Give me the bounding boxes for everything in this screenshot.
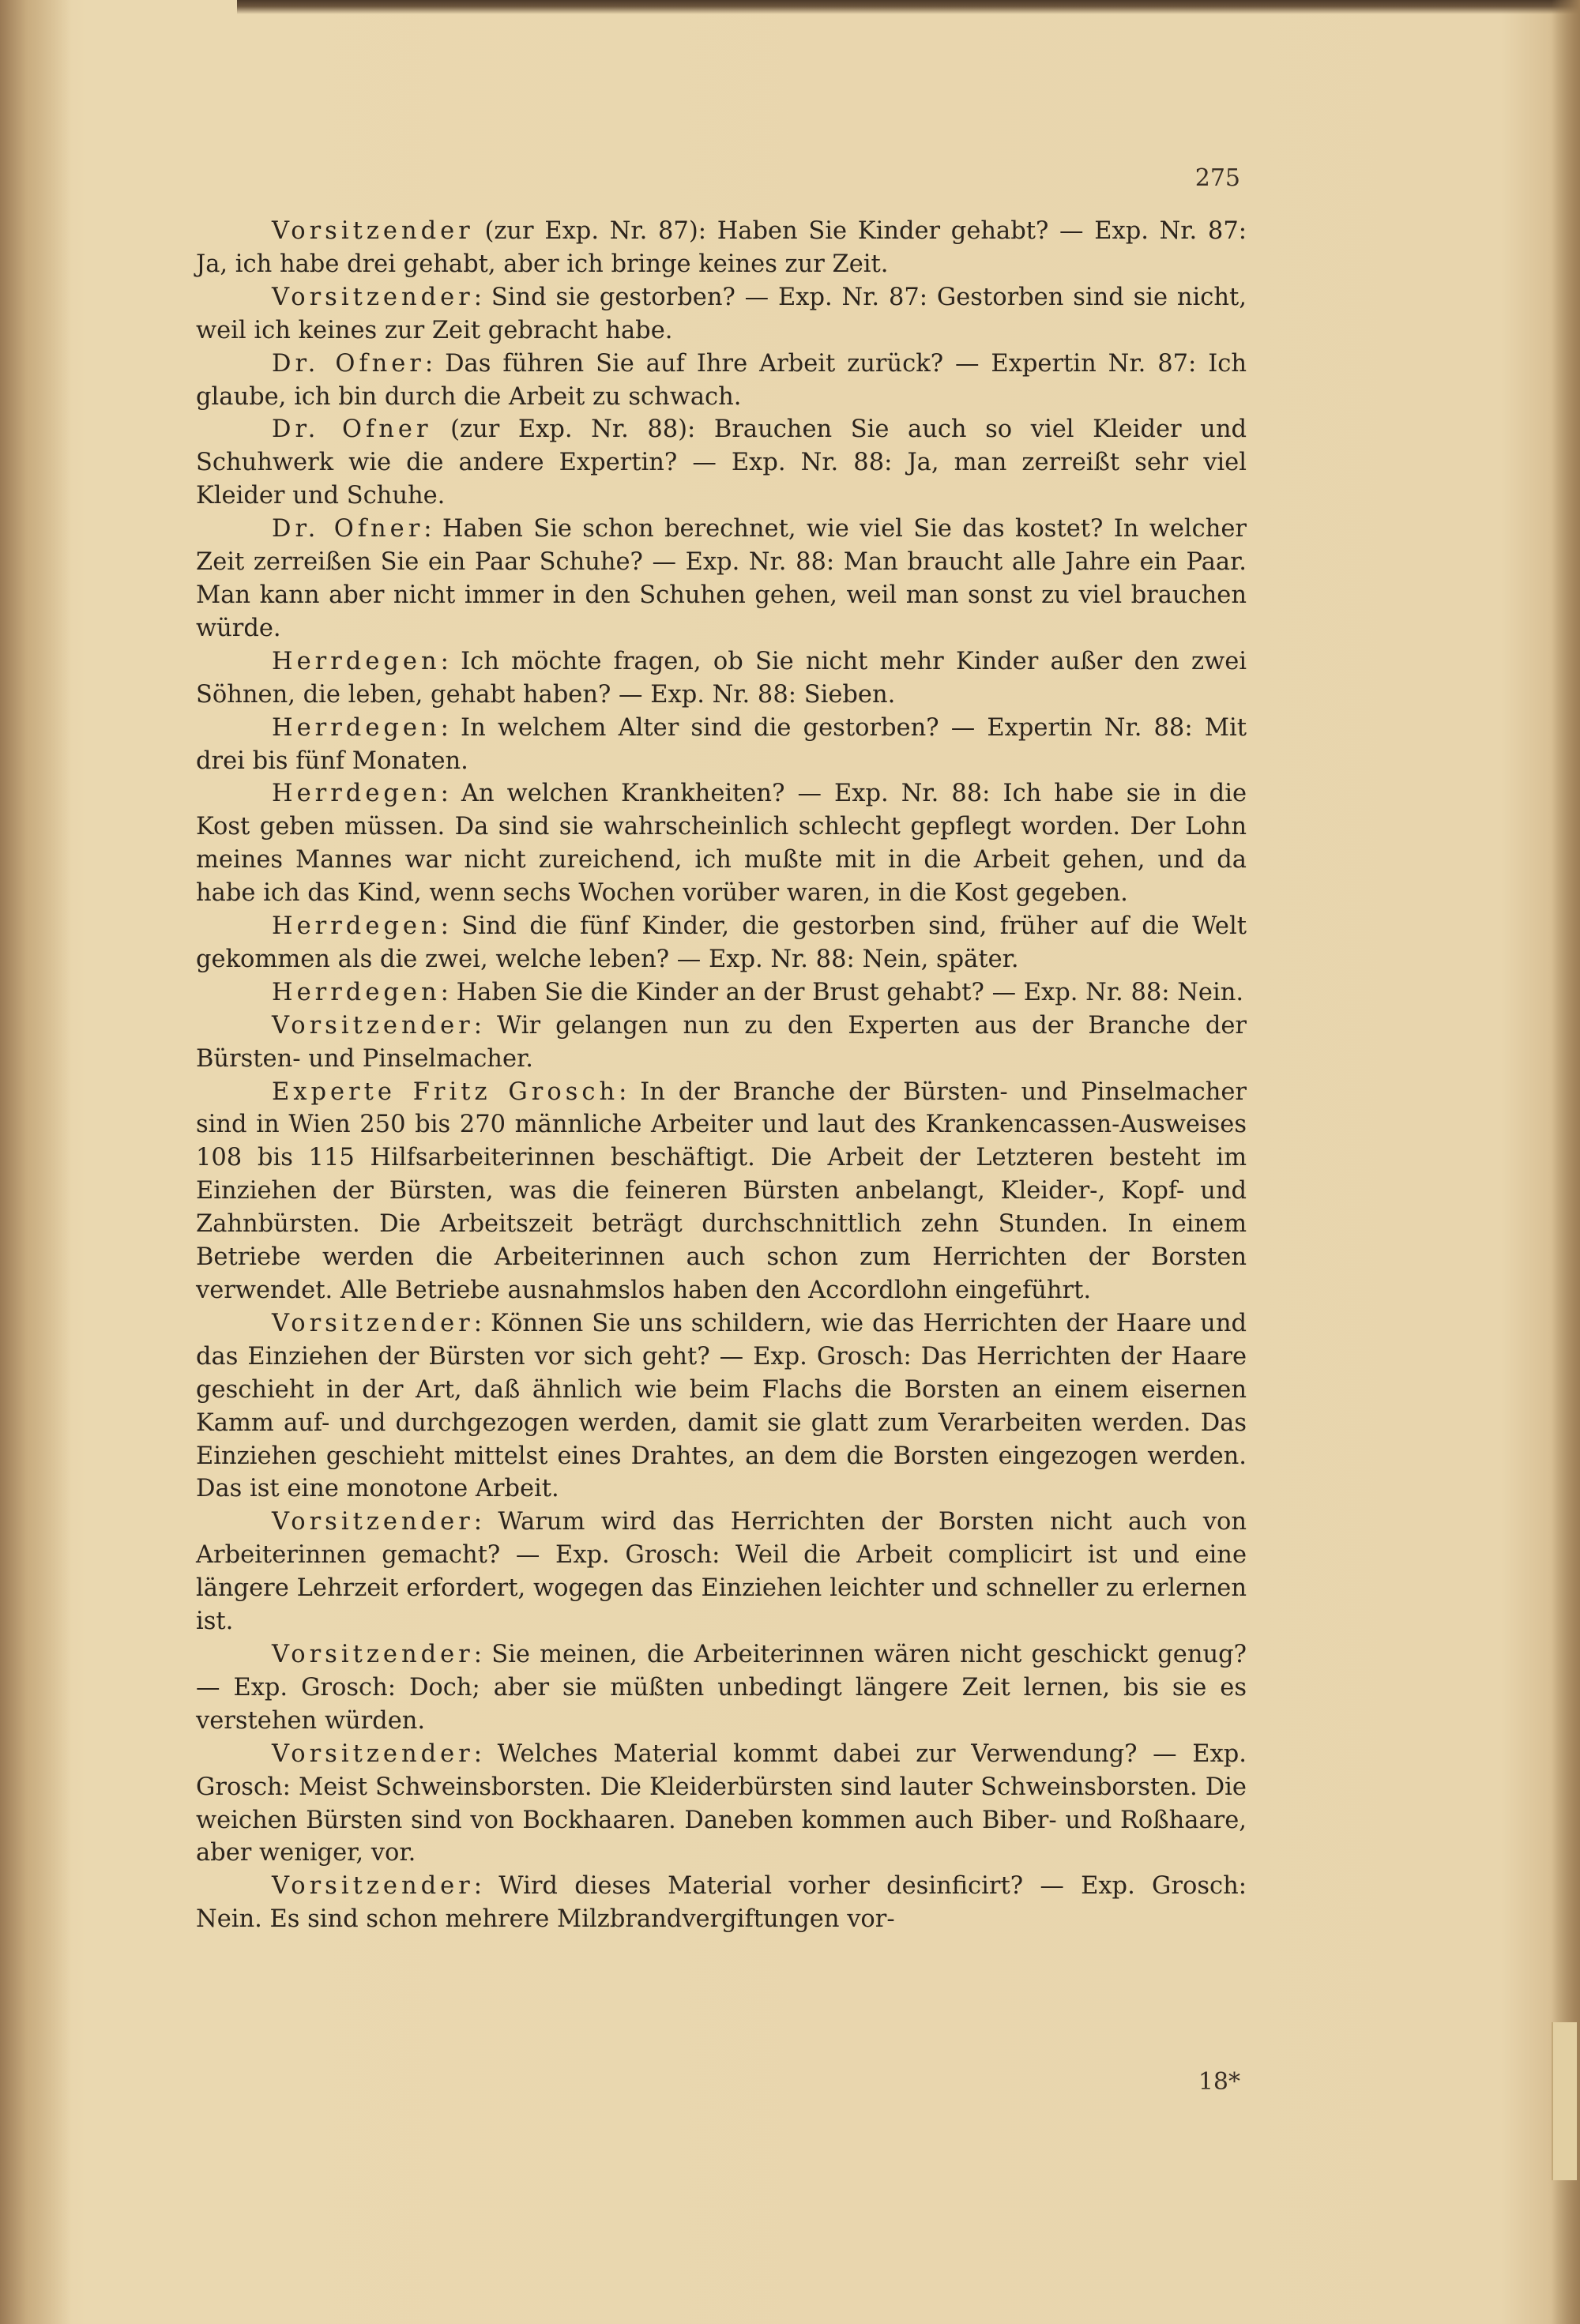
transcript-paragraph: [196, 1870, 1247, 1936]
paragraph-text: : Ich möchte fragen, ob Sie nicht mehr Kinder außer den zwei Söhnen, die leben, gehabt haben? — Exp. Nr. 88: Sieben.: [196, 647, 1247, 709]
paragraph-text: : Welches Material kommt dabei zur Verwendung? — Exp. Grosch: Meist Schweinsborsten. Die Kleiderbürsten sind lauter Schweinsborsten. Die weichen Bürsten sind von Bockhaaren. Daneben kommen auch Biber- und Roßhaare, aber weniger, vor.: [196, 1739, 1247, 1867]
transcript-paragraph: [196, 348, 1247, 414]
speaker-name: Herrdegen: [272, 978, 441, 1006]
binding-gutter: [0, 0, 71, 2324]
paragraph-text: : Haben Sie schon berechnet, wie viel Sie das kostet? In welcher Zeit zerreißen Sie ein Paar Schuhe? — Exp. Nr. 88: Man braucht alle Jahre ein Paar. Man kann aber nicht immer in den Schuhen gehen, weil man sonst zu viel brauchen würde.: [196, 515, 1247, 642]
speaker-name: Vorsitzender: [272, 1640, 474, 1668]
transcript-paragraph: [196, 1738, 1247, 1871]
paragraph-text: : Haben Sie die Kinder an der Brust gehabt? — Exp. Nr. 88: Nein.: [440, 978, 1244, 1006]
speaker-name: Experte Fritz Grosch: [272, 1077, 619, 1106]
transcript-paragraph: [196, 215, 1247, 281]
transcript-paragraph: [196, 712, 1247, 778]
speaker-name: Vorsitzender: [272, 217, 474, 245]
speaker-name: Herrdegen: [272, 912, 441, 941]
paragraph-text: : Sie meinen, die Arbeiterinnen wären nicht geschickt genug? — Exp. Grosch: Doch; aber sie müßten unbedingt längere Zeit lernen, bis sie es verstehen würden.: [196, 1640, 1247, 1735]
speaker-name: Vorsitzender: [272, 283, 474, 311]
speaker-name: Herrdegen: [272, 713, 441, 742]
speaker-name: Vorsitzender: [272, 1309, 474, 1337]
paragraph-text: : Sind die fünf Kinder, die gestorben sind, früher auf die Welt gekommen als die zwei, welche leben? — Exp. Nr. 88: Nein, später.: [196, 912, 1247, 973]
speaker-name: Dr. Ofner: [272, 349, 425, 378]
speaker-name: Herrdegen: [272, 780, 441, 808]
paragraph-text: : Das führen Sie auf Ihre Arbeit zurück? — Expertin Nr. 87: Ich glaube, ich bin durch die Arbeit zu schwach.: [196, 349, 1247, 411]
speaker-name: Vorsitzender: [272, 1508, 474, 1536]
transcript-paragraph: [196, 281, 1247, 348]
paragraph-text: : Wir gelangen nun zu den Experten aus der Branche der Bürsten- und Pinselmacher.: [196, 1011, 1247, 1073]
speaker-name: Vorsitzender: [272, 1011, 474, 1040]
speaker-name: Vorsitzender: [272, 1739, 474, 1768]
paragraph-text: (zur Exp. Nr. 88): Brauchen Sie auch so viel Kleider und Schuhwerk wie die andere Expertin? — Exp. Nr. 88: Ja, man zerreißt sehr viel Kleider und Schuhe.: [196, 416, 1247, 510]
transcript-paragraph: [196, 1307, 1247, 1506]
transcript-paragraph: [196, 1010, 1247, 1076]
transcript-paragraph: [196, 1638, 1247, 1738]
body-text: [196, 215, 1247, 1936]
signature-mark: 18*: [1198, 2068, 1240, 2096]
paragraph-text: : In der Branche der Bürsten- und Pinselmacher sind in Wien 250 bis 270 männliche Arbeiter und laut des Krankencassen-Ausweises 108 bis 115 Hilfsarbeiterinnen beschäftigt. Die Arbeit der Letzteren besteht im Einziehen der Bürsten, was die feineren Bürsten anbelangt, Kleider-, Kopf- und Zahnbürsten. Die Arbeitszeit beträgt durchschnittlich zehn Stunden. In einem Betriebe werden die Arbeiterinnen auch schon zum Herrichten der Borsten verwendet. Alle Betriebe ausnahmslos haben den Accordlohn eingeführt.: [196, 1077, 1247, 1304]
paper-repair-strip: [1552, 2022, 1577, 2180]
page-top-edge: [237, 0, 1580, 14]
transcript-paragraph: [196, 777, 1247, 910]
transcript-paragraph: [196, 645, 1247, 712]
page-right-edge: [1552, 0, 1580, 2324]
paragraph-text: : Warum wird das Herrichten der Borsten nicht auch von Arbeiterinnen gemacht? — Exp. Grosch: Weil die Arbeit complicirt ist und eine längere Lehrzeit erfordert, wogegen das Einziehen leichter und schneller zu erlernen ist.: [196, 1508, 1247, 1636]
transcript-paragraph: [196, 910, 1247, 976]
paragraph-text: (zur Exp. Nr. 87): Haben Sie Kinder gehabt? — Exp. Nr. 87: Ja, ich habe drei gehabt, aber ich bringe keines zur Zeit.: [196, 217, 1247, 278]
paragraph-text: : An welchen Krankheiten? — Exp. Nr. 88: Ich habe sie in die Kost geben müssen. Da sind sie wahrscheinlich schlecht gepflegt worden. Der Lohn meines Mannes war nicht zureichend, ich mußte mit in die Arbeit gehen, und da habe ich das Kind, wenn sechs Wochen vorüber waren, in die Kost gegeben.: [196, 780, 1247, 908]
speaker-name: Herrdegen: [272, 647, 441, 675]
transcript-paragraph: [196, 976, 1247, 1010]
speaker-name: Vorsitzender: [272, 1872, 474, 1901]
transcript-paragraph: [196, 1506, 1247, 1638]
paragraph-text: : Können Sie uns schildern, wie das Herrichten der Haare und das Einziehen der Bürsten vor sich geht? — Exp. Grosch: Das Herrichten der Haare geschieht in der Art, daß ähnlich wie beim Flachs die Borsten an einem eisernen Kamm auf- und durchgezogen werden, damit sie glatt zum Verarbeiten werden. Das Einziehen geschieht mittelst eines Drahtes, an dem die Borsten eingezogen werden. Das ist eine monotone Arbeit.: [196, 1309, 1247, 1503]
page-number: 275: [1194, 164, 1240, 192]
transcript-paragraph: [196, 513, 1247, 645]
paragraph-text: : Sind sie gestorben? — Exp. Nr. 87: Gestorben sind sie nicht, weil ich keines zur Zeit gebracht habe.: [196, 283, 1247, 344]
paragraph-text: : Wird dieses Material vorher desinficirt? — Exp. Grosch: Nein. Es sind schon mehrere Milzbrandvergiftungen vor-: [196, 1872, 1247, 1934]
speaker-name: Dr. Ofner: [272, 515, 424, 543]
paragraph-text: : In welchem Alter sind die gestorben? — Expertin Nr. 88: Mit drei bis fünf Monaten.: [196, 713, 1247, 775]
transcript-paragraph: [196, 413, 1247, 513]
transcript-paragraph: [196, 1076, 1247, 1307]
speaker-name: Dr. Ofner: [272, 416, 432, 444]
